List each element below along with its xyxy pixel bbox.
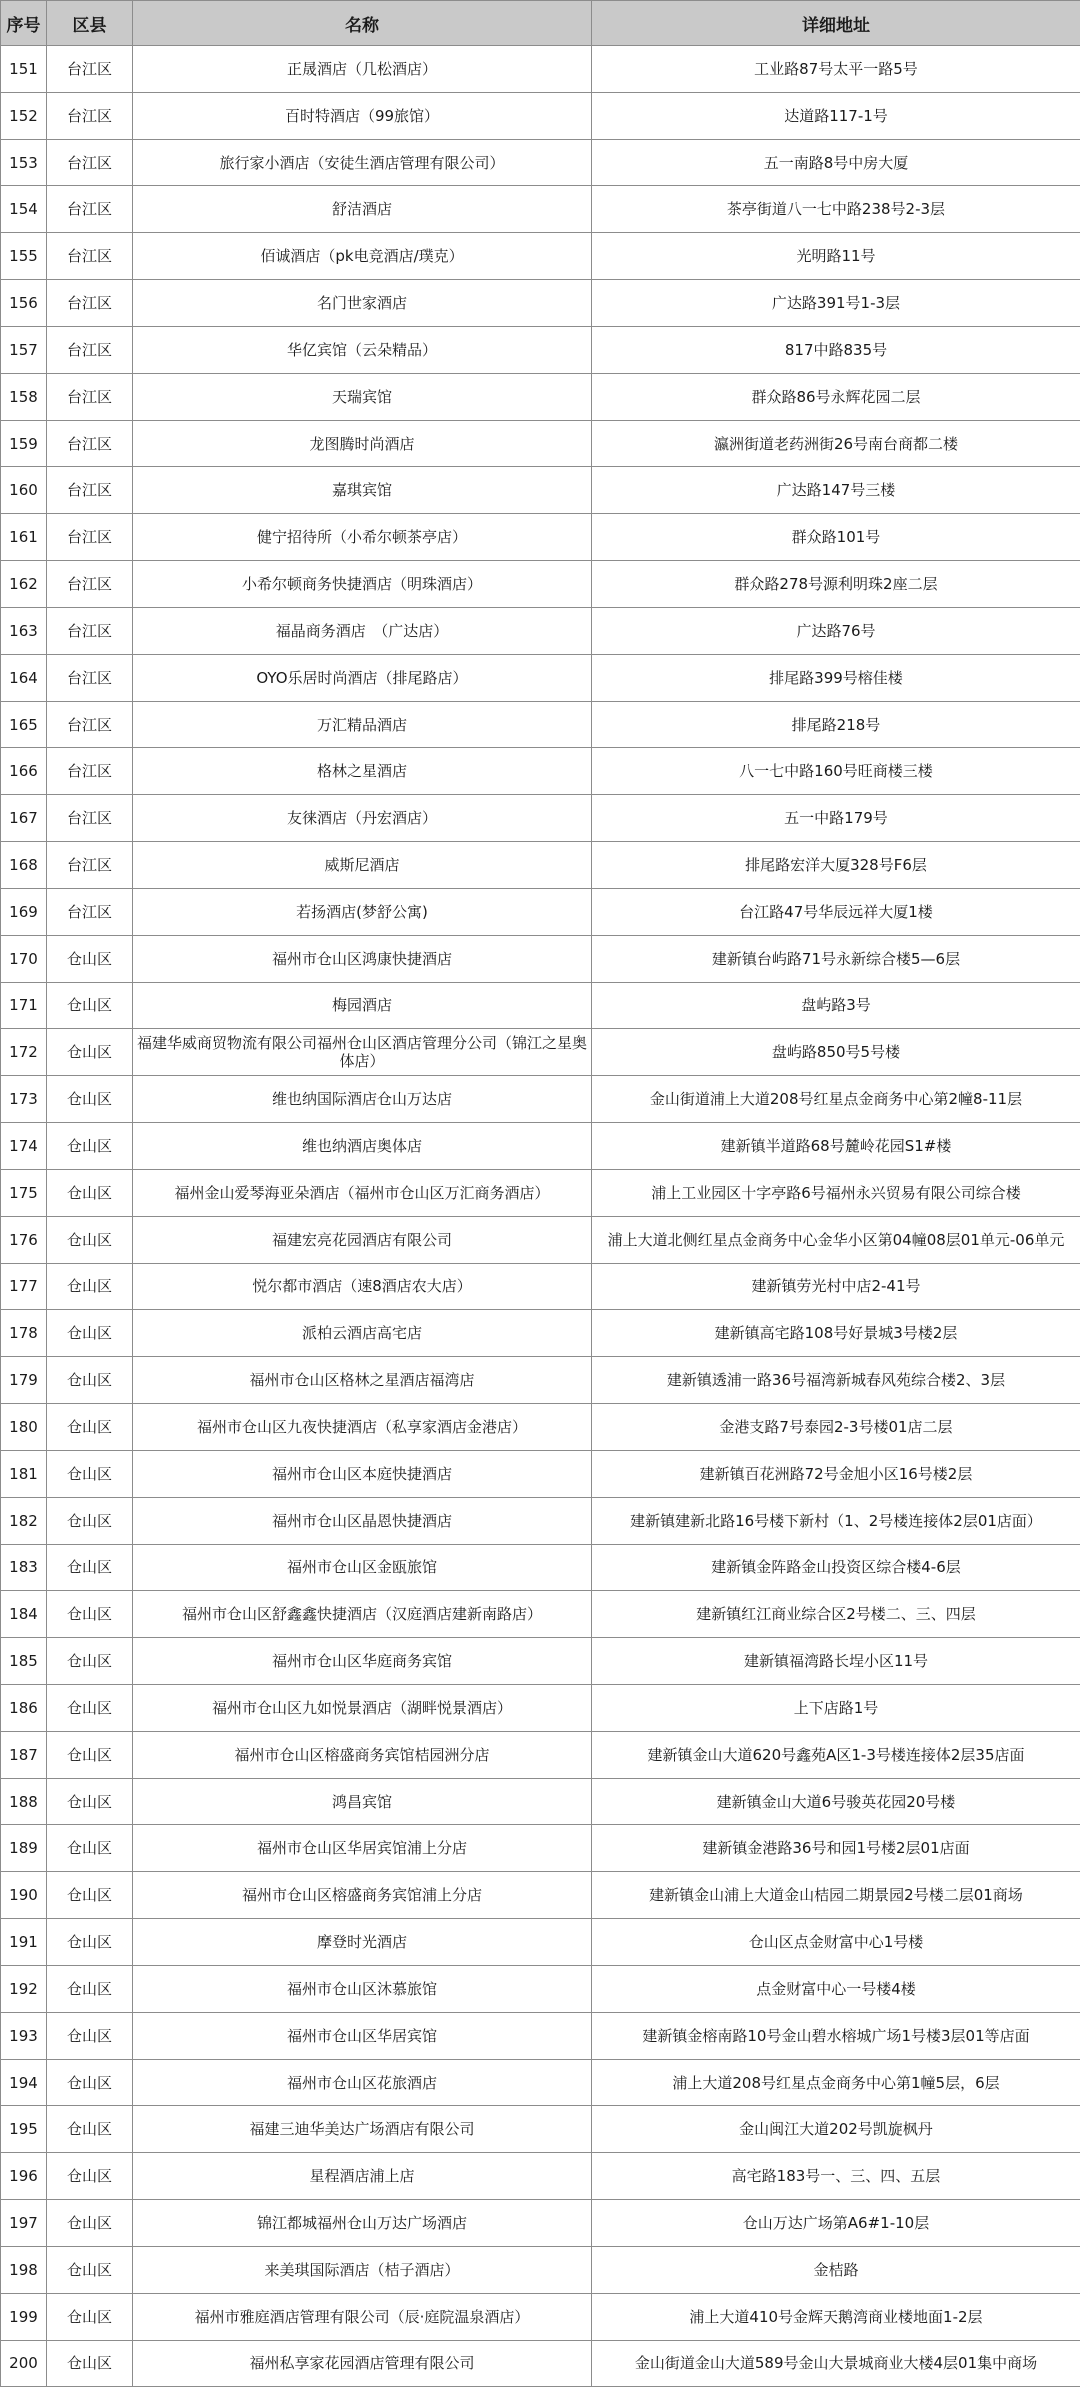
cell-no: 176 [1,1216,47,1263]
cell-address: 排尾路宏洋大厦328号F6层 [592,842,1080,889]
cell-district: 仓山区 [47,1450,133,1497]
cell-name: 旅行家小酒店（安徒生酒店管理有限公司） [133,139,592,186]
table-row [1,2153,1080,2200]
table-row [1,1731,1080,1778]
table-row [1,2200,1080,2247]
cell-no: 197 [1,2200,47,2247]
table-row [1,373,1080,420]
cell-no: 194 [1,2059,47,2106]
cell-address: 广达路147号三楼 [592,467,1080,514]
cell-name: 派柏云酒店高宅店 [133,1310,592,1357]
cell-district: 台江区 [47,233,133,280]
table-row [1,139,1080,186]
cell-no: 196 [1,2153,47,2200]
cell-no: 163 [1,607,47,654]
table-row [1,561,1080,608]
cell-no: 167 [1,795,47,842]
cell-name: 福州市仓山区舒鑫鑫快捷酒店（汉庭酒店建新南路店） [133,1591,592,1638]
cell-district: 台江区 [47,561,133,608]
cell-address: 建新镇半道路68号麓岭花园S1#楼 [592,1123,1080,1170]
cell-no: 155 [1,233,47,280]
cell-name: 福州市仓山区花旅酒店 [133,2059,592,2106]
cell-address: 盘屿路3号 [592,982,1080,1029]
cell-no: 191 [1,1919,47,1966]
cell-district: 仓山区 [47,1263,133,1310]
cell-name: 福州私享家花园酒店管理有限公司 [133,2340,592,2387]
cell-name: 正晟酒店（几松酒店） [133,46,592,93]
cell-address: 台江路47号华辰远祥大厦1楼 [592,888,1080,935]
cell-district: 台江区 [47,701,133,748]
cell-name: 福州市仓山区榕盛商务宾馆桔园洲分店 [133,1731,592,1778]
table-row [1,1638,1080,1685]
cell-name: OYO乐居时尚酒店（排尾路店） [133,654,592,701]
cell-district: 仓山区 [47,1919,133,1966]
table-row [1,514,1080,561]
cell-district: 台江区 [47,795,133,842]
table-row [1,326,1080,373]
cell-no: 159 [1,420,47,467]
cell-name: 锦江都城福州仓山万达广场酒店 [133,2200,592,2247]
cell-district: 台江区 [47,280,133,327]
table-row [1,1076,1080,1123]
cell-address: 仓山万达广场第A6#1-10层 [592,2200,1080,2247]
cell-address: 建新镇金阵路金山投资区综合楼4-6层 [592,1544,1080,1591]
cell-district: 台江区 [47,467,133,514]
cell-address: 建新镇金山大道620号鑫苑A区1-3号楼连接体2层35店面 [592,1731,1080,1778]
cell-address: 盘屿路850号5号楼 [592,1029,1080,1076]
cell-name: 鸿昌宾馆 [133,1778,592,1825]
cell-address: 建新镇金榕南路10号金山碧水榕城广场1号楼3层01等店面 [592,2012,1080,2059]
cell-name: 福州市仓山区华居宾馆浦上分店 [133,1825,592,1872]
cell-district: 仓山区 [47,1684,133,1731]
cell-district: 仓山区 [47,1216,133,1263]
cell-name: 福州市仓山区华庭商务宾馆 [133,1638,592,1685]
cell-no: 171 [1,982,47,1029]
cell-address: 建新镇透浦一路36号福湾新城春风苑综合楼2、3层 [592,1357,1080,1404]
cell-name: 小希尔顿商务快捷酒店（明珠酒店） [133,561,592,608]
cell-district: 台江区 [47,186,133,233]
cell-name: 龙图腾时尚酒店 [133,420,592,467]
cell-name: 福州金山爱琴海亚朵酒店（福州市仓山区万汇商务酒店） [133,1169,592,1216]
table-row [1,467,1080,514]
cell-district: 台江区 [47,326,133,373]
cell-address: 浦上大道208号红星点金商务中心第1幢5层，6层 [592,2059,1080,2106]
cell-no: 166 [1,748,47,795]
cell-address: 群众路278号源利明珠2座二层 [592,561,1080,608]
cell-address: 金山闽江大道202号凯旋枫丹 [592,2106,1080,2153]
header-district: 区县 [47,1,133,46]
cell-district: 仓山区 [47,982,133,1029]
table-row [1,982,1080,1029]
cell-district: 台江区 [47,888,133,935]
cell-no: 174 [1,1123,47,1170]
cell-address: 建新镇高宅路108号好景城3号楼2层 [592,1310,1080,1357]
cell-name: 福州市仓山区九如悦景酒店（湖畔悦景酒店） [133,1684,592,1731]
cell-address: 金桔路 [592,2246,1080,2293]
cell-district: 仓山区 [47,2012,133,2059]
cell-no: 183 [1,1544,47,1591]
table-row [1,1544,1080,1591]
table-row [1,748,1080,795]
cell-no: 193 [1,2012,47,2059]
cell-no: 184 [1,1591,47,1638]
table-row [1,233,1080,280]
cell-district: 仓山区 [47,2340,133,2387]
cell-address: 排尾路399号榕佳楼 [592,654,1080,701]
table-row [1,1216,1080,1263]
cell-name: 百时特酒店（99旅馆） [133,92,592,139]
cell-no: 195 [1,2106,47,2153]
cell-district: 台江区 [47,842,133,889]
cell-address: 广达路76号 [592,607,1080,654]
cell-address: 八一七中路160号旺商楼三楼 [592,748,1080,795]
cell-name: 福州市仓山区华居宾馆 [133,2012,592,2059]
cell-district: 台江区 [47,420,133,467]
table-row [1,46,1080,93]
table-row [1,92,1080,139]
cell-name: 万汇精品酒店 [133,701,592,748]
table-row [1,2106,1080,2153]
cell-address: 建新镇百花洲路72号金旭小区16号楼2层 [592,1450,1080,1497]
cell-district: 仓山区 [47,2153,133,2200]
cell-address: 建新镇台屿路71号永新综合楼5—6层 [592,935,1080,982]
table-row [1,1123,1080,1170]
cell-name: 福州市雅庭酒店管理有限公司（辰·庭院温泉酒店） [133,2293,592,2340]
cell-district: 仓山区 [47,1965,133,2012]
table-row [1,280,1080,327]
cell-name: 星程酒店浦上店 [133,2153,592,2200]
cell-district: 台江区 [47,373,133,420]
table-row [1,1591,1080,1638]
cell-name: 福州市仓山区本庭快捷酒店 [133,1450,592,1497]
cell-no: 154 [1,186,47,233]
cell-name: 维也纳酒店奥体店 [133,1123,592,1170]
cell-address: 群众路86号永辉花园二层 [592,373,1080,420]
cell-address: 金山街道浦上大道208号红星点金商务中心第2幢8-11层 [592,1076,1080,1123]
cell-no: 179 [1,1357,47,1404]
cell-name: 福州市仓山区金瓯旅馆 [133,1544,592,1591]
cell-name: 梅园酒店 [133,982,592,1029]
cell-no: 185 [1,1638,47,1685]
cell-name: 威斯尼酒店 [133,842,592,889]
cell-no: 157 [1,326,47,373]
cell-no: 162 [1,561,47,608]
table-row [1,1965,1080,2012]
cell-address: 瀛洲街道老药洲街26号南台商都二楼 [592,420,1080,467]
cell-district: 仓山区 [47,1029,133,1076]
cell-district: 仓山区 [47,2106,133,2153]
cell-no: 165 [1,701,47,748]
table-row [1,607,1080,654]
table-header [1,1,1080,46]
table-row [1,1872,1080,1919]
cell-no: 199 [1,2293,47,2340]
cell-district: 仓山区 [47,1404,133,1451]
cell-no: 189 [1,1825,47,1872]
cell-district: 台江区 [47,92,133,139]
cell-district: 台江区 [47,654,133,701]
cell-address: 金山街道金山大道589号金山大景城商业大楼4层01集中商场 [592,2340,1080,2387]
table-row [1,654,1080,701]
cell-address: 仓山区点金财富中心1号楼 [592,1919,1080,1966]
cell-address: 广达路391号1-3层 [592,280,1080,327]
cell-address: 高宅路183号一、三、四、五层 [592,2153,1080,2200]
cell-district: 仓山区 [47,1825,133,1872]
cell-district: 仓山区 [47,1123,133,1170]
table-row [1,2059,1080,2106]
cell-district: 台江区 [47,46,133,93]
table-row [1,1919,1080,1966]
cell-district: 仓山区 [47,1169,133,1216]
cell-name: 若扬酒店(梦舒公寓) [133,888,592,935]
cell-no: 181 [1,1450,47,1497]
cell-no: 198 [1,2246,47,2293]
cell-address: 建新镇红江商业综合区2号楼二、三、四层 [592,1591,1080,1638]
table-row [1,935,1080,982]
cell-district: 仓山区 [47,2246,133,2293]
cell-address: 建新镇金山浦上大道金山桔园二期景园2号楼二层01商场 [592,1872,1080,1919]
table-row [1,888,1080,935]
cell-address: 五一南路8号中房大厦 [592,139,1080,186]
cell-no: 153 [1,139,47,186]
cell-no: 200 [1,2340,47,2387]
cell-district: 仓山区 [47,1731,133,1778]
cell-name: 福州市仓山区沐慕旅馆 [133,1965,592,2012]
table-row [1,420,1080,467]
cell-address: 排尾路218号 [592,701,1080,748]
cell-address: 建新镇劳光村中店2-41号 [592,1263,1080,1310]
cell-district: 仓山区 [47,935,133,982]
cell-name: 格林之星酒店 [133,748,592,795]
cell-address: 817中路835号 [592,326,1080,373]
cell-address: 建新镇金港路36号和园1号楼2层01店面 [592,1825,1080,1872]
cell-no: 164 [1,654,47,701]
cell-district: 仓山区 [47,2200,133,2247]
cell-name: 福建华威商贸物流有限公司福州仓山区酒店管理分公司（锦江之星奥体店） [133,1029,592,1076]
cell-district: 仓山区 [47,1778,133,1825]
table-row [1,1029,1080,1076]
cell-name: 福建三迪华美达广场酒店有限公司 [133,2106,592,2153]
cell-no: 190 [1,1872,47,1919]
cell-address: 达道路117-1号 [592,92,1080,139]
cell-no: 180 [1,1404,47,1451]
cell-no: 160 [1,467,47,514]
table-row [1,1778,1080,1825]
table-row [1,2340,1080,2387]
cell-district: 仓山区 [47,2059,133,2106]
table-row [1,186,1080,233]
cell-name: 福州市仓山区九夜快捷酒店（私享家酒店金港店） [133,1404,592,1451]
cell-district: 仓山区 [47,2293,133,2340]
cell-no: 173 [1,1076,47,1123]
cell-name: 福州市仓山区晶恩快捷酒店 [133,1497,592,1544]
cell-address: 茶亭街道八一七中路238号2-3层 [592,186,1080,233]
cell-district: 仓山区 [47,1591,133,1638]
table-row [1,1684,1080,1731]
cell-district: 仓山区 [47,1076,133,1123]
cell-district: 仓山区 [47,1310,133,1357]
cell-address: 浦上大道北侧红星点金商务中心金华小区第04幢08层01单元-06单元 [592,1216,1080,1263]
cell-name: 华亿宾馆（云朵精品） [133,326,592,373]
table-row [1,1497,1080,1544]
cell-name: 维也纳国际酒店仓山万达店 [133,1076,592,1123]
table-row [1,1450,1080,1497]
cell-name: 友徕酒店（丹宏酒店） [133,795,592,842]
cell-no: 175 [1,1169,47,1216]
cell-no: 170 [1,935,47,982]
cell-district: 台江区 [47,607,133,654]
cell-name: 舒洁酒店 [133,186,592,233]
cell-address: 建新镇福湾路长埕小区11号 [592,1638,1080,1685]
cell-address: 建新镇金山大道6号骏英花园20号楼 [592,1778,1080,1825]
cell-district: 仓山区 [47,1872,133,1919]
cell-no: 169 [1,888,47,935]
header-row [1,1,1080,46]
cell-no: 158 [1,373,47,420]
table-row [1,1825,1080,1872]
cell-no: 187 [1,1731,47,1778]
cell-name: 悦尔都市酒店（速8酒店农大店） [133,1263,592,1310]
cell-no: 172 [1,1029,47,1076]
cell-no: 177 [1,1263,47,1310]
cell-name: 健宁招待所（小希尔顿茶亭店） [133,514,592,561]
cell-name: 来美琪国际酒店（桔子酒店） [133,2246,592,2293]
header-no: 序号 [1,1,47,46]
cell-district: 台江区 [47,139,133,186]
cell-no: 192 [1,1965,47,2012]
cell-name: 福晶商务酒店 （广达店） [133,607,592,654]
cell-name: 名门世家酒店 [133,280,592,327]
cell-name: 福州市仓山区榕盛商务宾馆浦上分店 [133,1872,592,1919]
cell-district: 台江区 [47,748,133,795]
cell-district: 仓山区 [47,1544,133,1591]
table-row [1,701,1080,748]
cell-name: 天瑞宾馆 [133,373,592,420]
header-address: 详细地址 [592,1,1080,46]
cell-name: 福州市仓山区鸿康快捷酒店 [133,935,592,982]
cell-address: 浦上工业园区十字亭路6号福州永兴贸易有限公司综合楼 [592,1169,1080,1216]
cell-district: 仓山区 [47,1497,133,1544]
table-row [1,1263,1080,1310]
cell-address: 点金财富中心一号楼4楼 [592,1965,1080,2012]
cell-address: 上下店路1号 [592,1684,1080,1731]
cell-address: 五一中路179号 [592,795,1080,842]
cell-address: 工业路87号太平一路5号 [592,46,1080,93]
cell-address: 浦上大道410号金辉天鹅湾商业楼地面1-2层 [592,2293,1080,2340]
table-row [1,2293,1080,2340]
table-row [1,1169,1080,1216]
cell-no: 168 [1,842,47,889]
cell-name: 佰诚酒店（pk电竞酒店/璞克） [133,233,592,280]
table-row [1,1404,1080,1451]
cell-no: 151 [1,46,47,93]
cell-name: 福建宏亮花园酒店有限公司 [133,1216,592,1263]
table-body [1,46,1080,2387]
cell-no: 156 [1,280,47,327]
table-row [1,2012,1080,2059]
cell-district: 仓山区 [47,1638,133,1685]
table-row [1,1357,1080,1404]
cell-name: 嘉琪宾馆 [133,467,592,514]
cell-no: 188 [1,1778,47,1825]
table-row [1,2246,1080,2293]
cell-address: 光明路11号 [592,233,1080,280]
cell-district: 台江区 [47,514,133,561]
cell-no: 178 [1,1310,47,1357]
cell-no: 161 [1,514,47,561]
cell-name: 摩登时光酒店 [133,1919,592,1966]
table-row [1,1310,1080,1357]
cell-no: 182 [1,1497,47,1544]
table-row [1,842,1080,889]
cell-address: 群众路101号 [592,514,1080,561]
cell-name: 福州市仓山区格林之星酒店福湾店 [133,1357,592,1404]
cell-no: 152 [1,92,47,139]
header-name: 名称 [133,1,592,46]
cell-address: 金港支路7号泰园2-3号楼01店二层 [592,1404,1080,1451]
cell-no: 186 [1,1684,47,1731]
cell-address: 建新镇建新北路16号楼下新村（1、2号楼连接体2层01店面） [592,1497,1080,1544]
cell-district: 仓山区 [47,1357,133,1404]
table-row [1,795,1080,842]
